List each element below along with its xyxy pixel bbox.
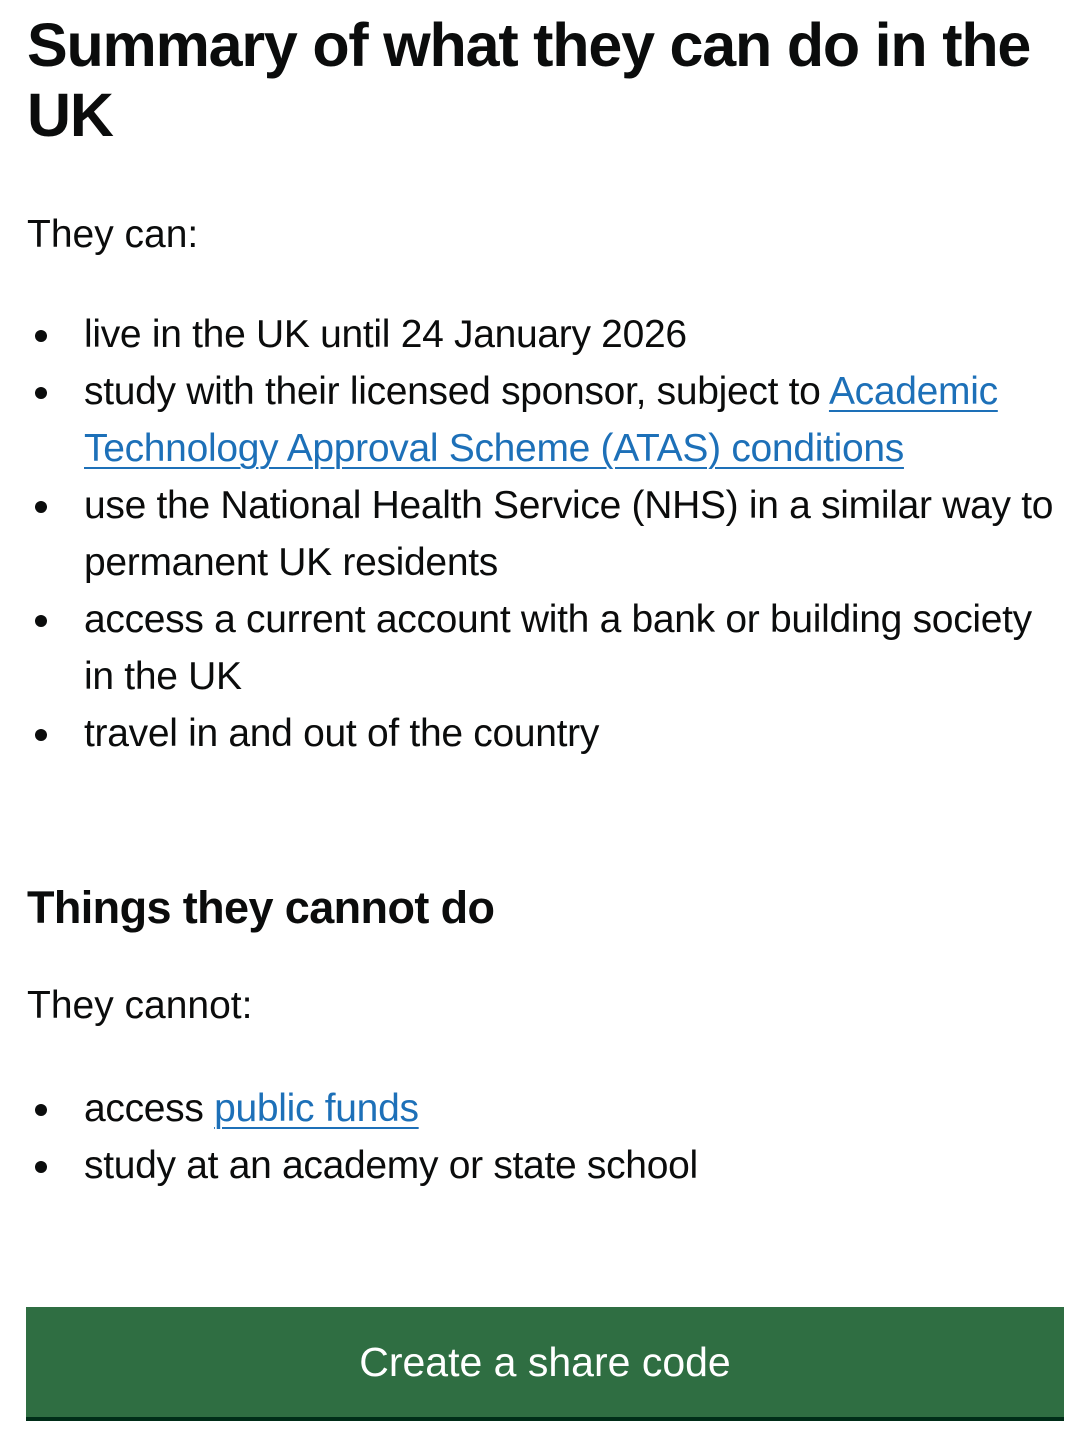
public-funds-link[interactable]: public funds bbox=[214, 1087, 419, 1130]
list-item-text: access a current account with a bank or building society in the UK bbox=[84, 598, 1032, 698]
list-item-text: study with their licensed sponsor, subject to bbox=[84, 370, 829, 413]
cannot-heading: Things they cannot do bbox=[27, 882, 495, 933]
can-list bbox=[27, 306, 1072, 762]
list-item-text: use the National Health Service (NHS) in a similar way to permanent UK residents bbox=[84, 484, 1054, 584]
list-item-text: access bbox=[84, 1087, 215, 1130]
bullet-dot bbox=[35, 501, 47, 513]
list-item bbox=[27, 1080, 1072, 1137]
cannot-list bbox=[27, 1080, 1072, 1194]
cannot-lede: They cannot: bbox=[27, 984, 253, 1027]
bullet-dot bbox=[35, 729, 47, 741]
list-item bbox=[27, 306, 1072, 363]
list-item-text: travel in and out of the country bbox=[84, 712, 600, 755]
list-item bbox=[27, 591, 1072, 705]
list-item bbox=[27, 705, 1072, 762]
list-item bbox=[27, 1137, 1072, 1194]
list-item-text: study at an academy or state school bbox=[84, 1144, 698, 1187]
bullet-dot bbox=[35, 1104, 47, 1116]
create-share-code-button[interactable]: Create a share code bbox=[26, 1307, 1064, 1417]
list-item-text: live in the UK until 24 January 2026 bbox=[84, 313, 687, 356]
atas-conditions-link[interactable]: Academic Technology Approval Scheme (ATAS) conditions bbox=[84, 370, 998, 470]
bullet-dot bbox=[35, 1161, 47, 1173]
bullet-dot bbox=[35, 387, 47, 399]
list-item bbox=[27, 363, 1072, 477]
bullet-dot bbox=[35, 615, 47, 627]
can-lede: They can: bbox=[27, 213, 199, 256]
list-item bbox=[27, 477, 1072, 591]
bullet-dot bbox=[35, 330, 47, 342]
page-title: Summary of what they can do in the UK bbox=[27, 11, 1031, 149]
